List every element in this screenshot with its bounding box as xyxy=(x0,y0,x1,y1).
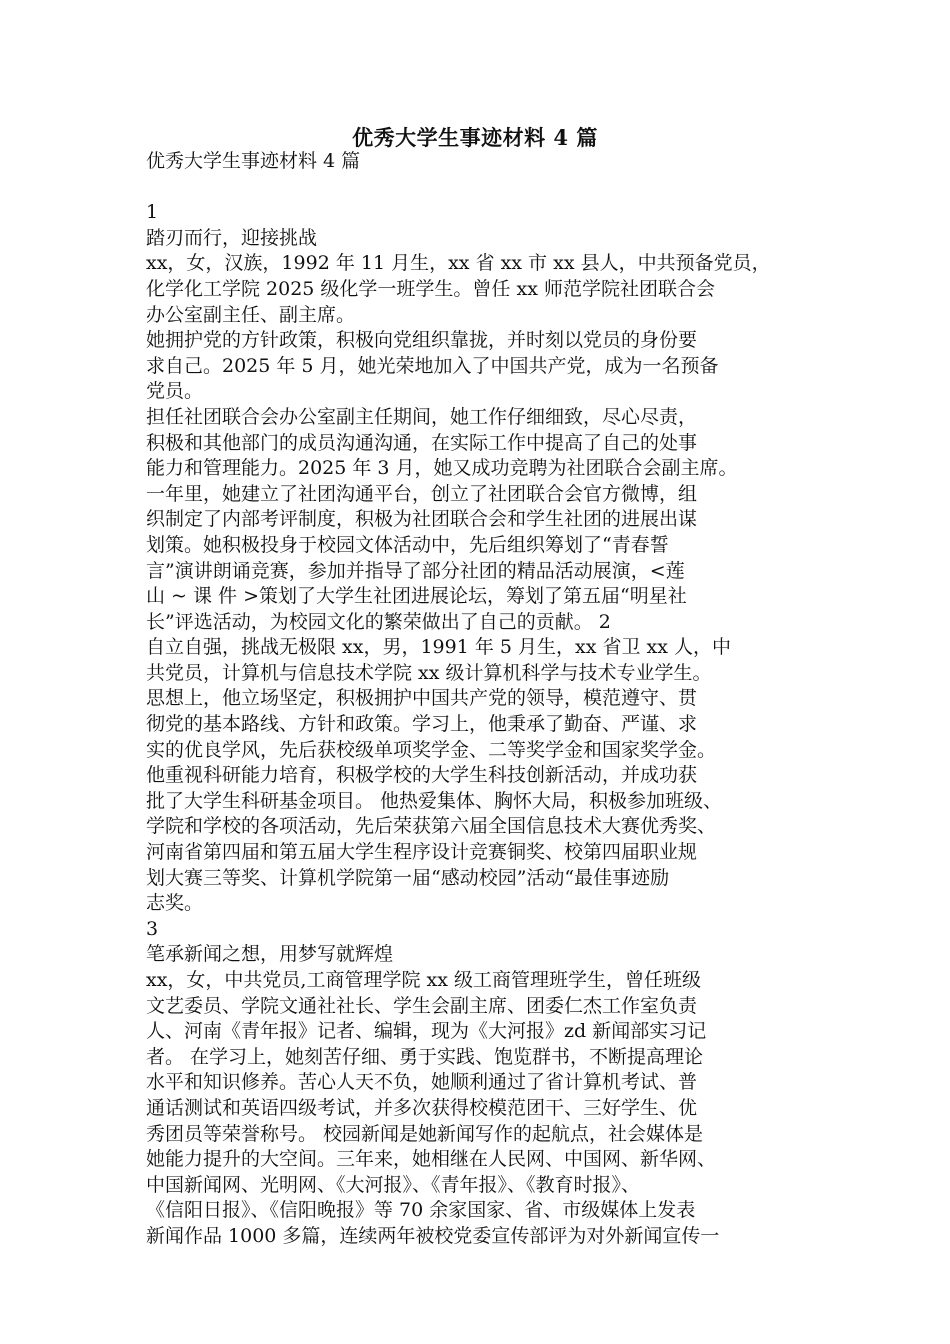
text-line: 3 xyxy=(146,917,159,940)
text-line: 通话测试和英语四级考试，并多次获得校模范团干、三好学生、优 xyxy=(146,1096,698,1119)
text-line: 积极和其他部门的成员沟通沟通，在实际工作中提高了自己的处事 xyxy=(146,431,698,454)
text-line: 思想上，他立场坚定，积极拥护中国共产党的领导，模范遵守、贯 xyxy=(146,687,698,710)
text-line: 优秀大学生事迹材料 4 篇 xyxy=(146,150,361,172)
text-line: 他重视科研能力培育，积极学校的大学生科技创新活动，并成功获 xyxy=(146,764,698,787)
text-line: 山 ~ 课 件 >策划了大学生社团进展论坛，筹划了第五届“明星社 xyxy=(146,585,687,608)
text-line: 文艺委员、学院文通社社长、学生会副主席、团委仁杰工作室负责 xyxy=(146,994,698,1017)
text-line: xx，女，中共党员,工商管理学院 xx 级工商管理班学生，曾任班级 xyxy=(146,969,701,991)
text-line: 化学化工学院 2025 级化学一班学生。曾任 xx 师范学院社团联合会 xyxy=(146,277,715,300)
text-line: 彻党的基本路线、方针和政策。学习上，他秉承了勤奋、严谨、求 xyxy=(146,713,698,736)
text-line: 能力和管理能力。2025 年 3 月，她又成功竞聘为社团联合会副主席。 xyxy=(146,457,738,480)
text-line: 言”演讲朗诵竞赛，参加并指导了部分社团的精品活动展演，<莲 xyxy=(146,559,685,582)
text-line: 长”评选活动，为校园文化的繁荣做出了自己的贡献。 2 xyxy=(146,610,611,633)
text-line: 者。 在学习上，她刻苦仔细、勇于实践、饱览群书，不断提高理论 xyxy=(146,1045,704,1068)
text-line: 共党员，计算机与信息技术学院 xx 级计算机科学与技术专业学生。 xyxy=(146,661,712,684)
text-line: 新闻作品 1000 多篇，连续两年被校党委宣传部评为对外新闻宣传一 xyxy=(146,1224,720,1247)
text-line: 办公室副主任、副主席。 xyxy=(146,303,356,326)
text-line: 批了大学生科研基金项目。 他热爱集体、胸怀大局，积极参加班级、 xyxy=(146,789,723,812)
text-line: 学院和学校的各项活动，先后荣获第六届全国信息技术大赛优秀奖、 xyxy=(146,815,717,838)
document-body xyxy=(146,149,826,1250)
text-line: 笔承新闻之想，用梦写就辉煌 xyxy=(146,943,394,966)
text-line: xx，女，汉族，1992 年 11 月生，xx 省 xx 市 xx 县人，中共预备党员， xyxy=(146,252,771,275)
text-line: 秀团员等荣誉称号。 校园新闻是她新闻写作的起航点，社会媒体是 xyxy=(146,1122,704,1145)
text-line: 划策。她积极投身于校园文体活动中，先后组织筹划了“青春誓 xyxy=(146,533,669,556)
text-line: 河南省第四届和第五届大学生程序设计竞赛铜奖、校第四届职业规 xyxy=(146,841,698,864)
text-line: 党员。 xyxy=(146,380,204,403)
text-line: 织制定了内部考评制度，积极为社团联合会和学生社团的进展出谋 xyxy=(146,508,698,531)
text-line: 人、河南《青年报》记者、编辑，现为《大河报》zd 新闻部实习记 xyxy=(146,1020,707,1043)
text-line: 自立自强，挑战无极限 xx，男，1991 年 5 月生，xx 省卫 xx 人，中 xyxy=(146,636,732,659)
text-line: 担任社团联合会办公室副主任期间，她工作仔细细致，尽心尽责， xyxy=(146,405,698,428)
text-line: 《信阳日报》、《信阳晚报》等 70 余家国家、省、市级媒体上发表 xyxy=(146,1199,696,1222)
text-line: 她拥护党的方针政策，积极向党组织靠拢，并时刻以党员的身份要 xyxy=(146,329,698,352)
document-title: 优秀大学生事迹材料 4 篇 xyxy=(352,125,598,150)
blank-line xyxy=(146,175,826,201)
text-line: 水平和知识修养。苦心人天不负，她顺利通过了省计算机考试、普 xyxy=(146,1071,698,1094)
text-line: 实的优良学风，先后获校级单项奖学金、二等奖学金和国家奖学金。 xyxy=(146,738,717,761)
text-line: 划大赛三等奖、计算机学院第一届“感动校园”活动“最佳事迹励 xyxy=(146,866,670,889)
text-line: 一年里，她建立了社团沟通平台，创立了社团联合会官方微博，组 xyxy=(146,482,698,505)
text-line: 求自己。2025 年 5 月，她光荣地加入了中国共产党，成为一名预备 xyxy=(146,354,719,377)
text-line: 她能力提升的大空间。三年来，她相继在人民网、中国网、新华网、 xyxy=(146,1148,717,1171)
text-line: 1 xyxy=(146,201,159,224)
text-line: 志奖。 xyxy=(146,892,204,915)
text-line: 中国新闻网、光明网、《大河报》、《青年报》、《教育时报》、 xyxy=(146,1173,641,1196)
text-line: 踏刃而行，迎接挑战 xyxy=(146,226,318,249)
